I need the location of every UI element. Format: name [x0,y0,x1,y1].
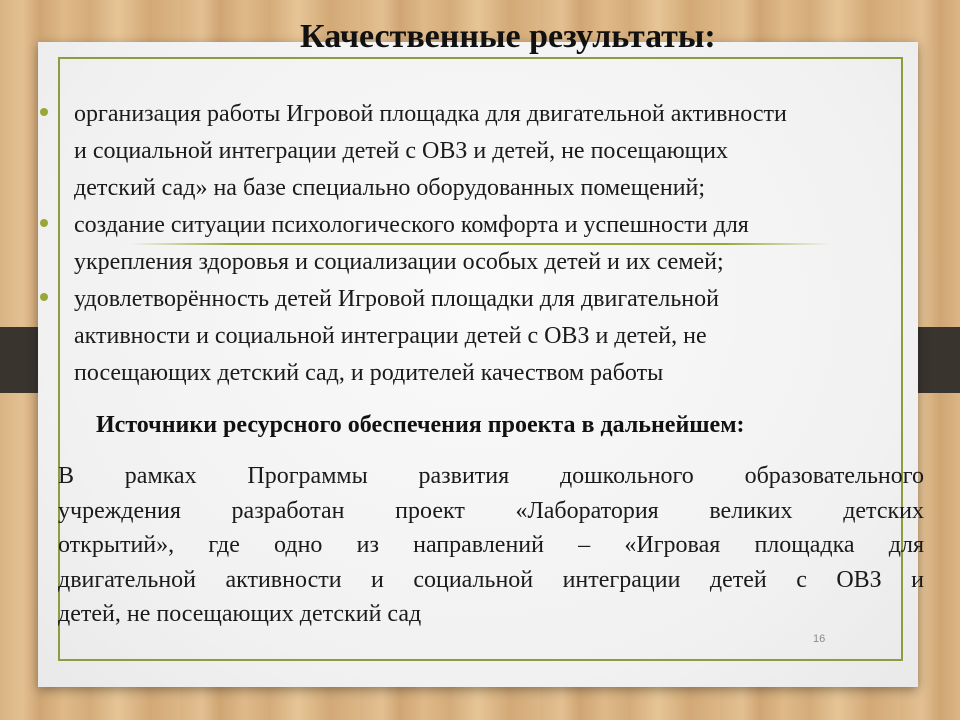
decorative-underline [130,243,830,245]
bullet-item [40,96,940,207]
bullet-line: детский сад» на базе специально оборудованных помещений; [74,175,706,201]
paragraph-line: открытий», где одно из направлений – «Игровая площадка для [58,532,924,558]
bullet-item [40,281,940,392]
paragraph-line: двигательной активности и социальной интеграции детей с ОВЗ и [58,566,924,593]
section-subheading: Источники ресурсного обеспечения проекта в дальнейшем: [96,412,745,438]
paragraph-line: детей, не посещающих детский сад [58,601,422,627]
slide-number: 16 [813,633,826,645]
bullet-line: активности и социальной интеграции детей с ОВЗ и детей, не [74,323,707,349]
bullet-line: организация работы Игровой площадка для двигательной активности [74,101,787,127]
bullet-line: удовлетворённость детей Игровой площадки для двигательной [74,286,719,312]
bullet-dot-icon [40,108,48,116]
body-paragraph [58,459,924,632]
bullet-line: посещающих детский сад, и родителей качеством работы [74,360,664,386]
paragraph-line: В рамках Программы развития дошкольного образовательного [58,463,924,489]
bullet-line: создание ситуации психологического комфорта и успешности для [74,212,749,238]
paragraph-line: учреждения разработан проект «Лаборатория великих детских [58,497,924,524]
slide-title: Качественные результаты: [300,18,716,55]
bullet-dot-icon [40,293,48,301]
bullet-line: и социальной интеграции детей с ОВЗ и детей, не посещающих [74,138,728,164]
bullet-dot-icon [40,219,48,227]
bullet-line: укрепления здоровья и социализации особых детей и их семей; [74,249,724,275]
